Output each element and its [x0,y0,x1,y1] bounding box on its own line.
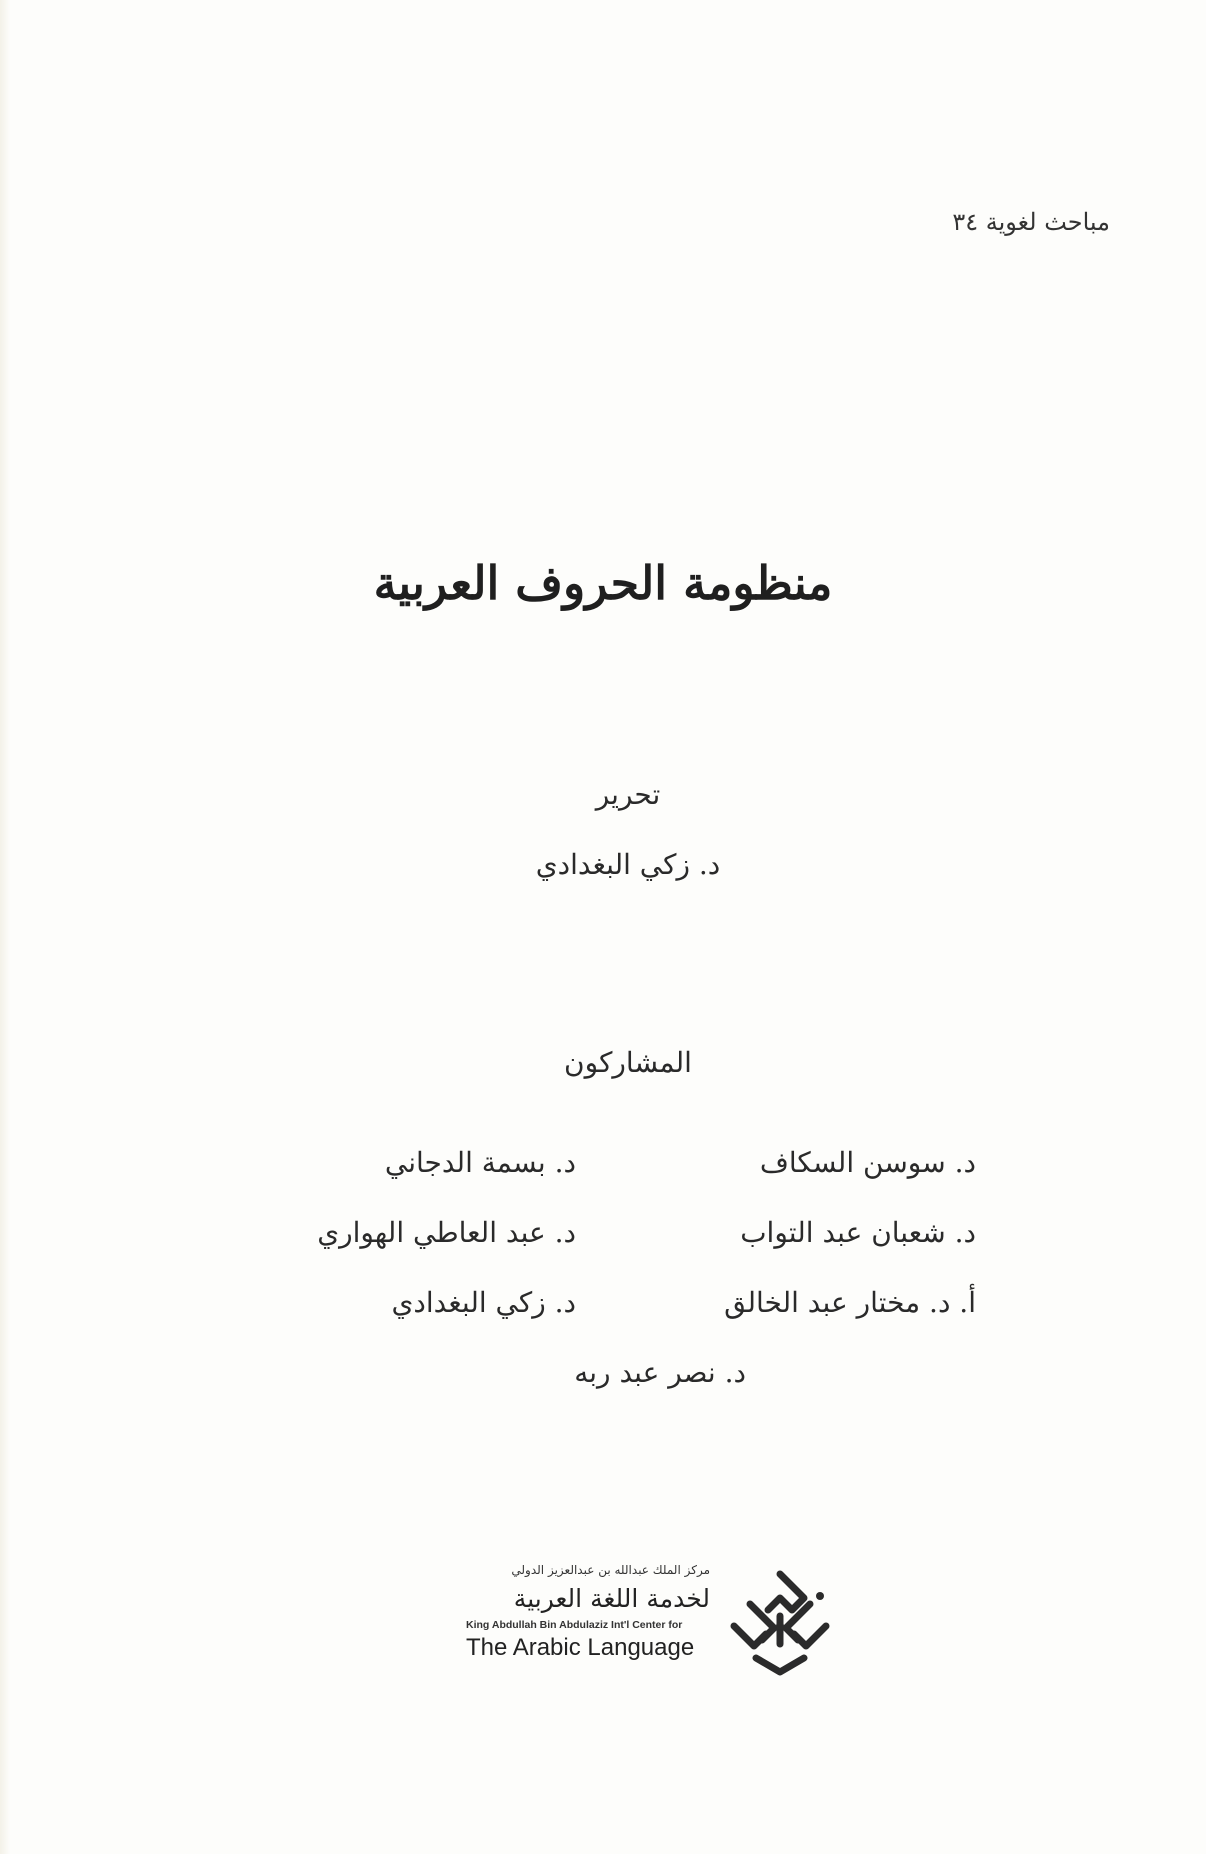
publisher-logo-block [462,1560,852,1680]
publisher-name-english: The Arabic Language [466,1634,695,1661]
publisher-name-arabic-small: مركز الملك عبدالله بن عبدالعزيز الدولي [511,1563,710,1577]
editor-name: د. زكي البغدادي [535,848,721,881]
participant-name: د. شعبان عبد التواب [740,1216,976,1249]
participants-label: المشاركون [564,1046,692,1079]
calligraphic-logo-icon [720,1568,840,1678]
page-edge [0,0,10,1854]
editor-label: تحرير [595,778,661,811]
participant-name: أ. د. مختار عبد الخالق [724,1286,976,1319]
book-title: منظومة الحروف العربية [373,556,833,610]
publisher-text [462,1560,710,1662]
participant-name: د. نصر عبد ربه [574,1356,746,1389]
participant-name: د. سوسن السكاف [759,1146,976,1179]
participant-name: د. زكي البغدادي [391,1286,576,1319]
publisher-name-arabic: لخدمة اللغة العربية [513,1584,710,1613]
publisher-name-english-small: King Abdullah Bin Abdulaziz Int'l Center for [466,1619,683,1631]
participant-name: د. عبد العاطي الهواري [317,1216,576,1249]
series-label: مباحث لغوية ٣٤ [952,208,1110,236]
participant-name: د. بسمة الدجاني [384,1146,576,1179]
